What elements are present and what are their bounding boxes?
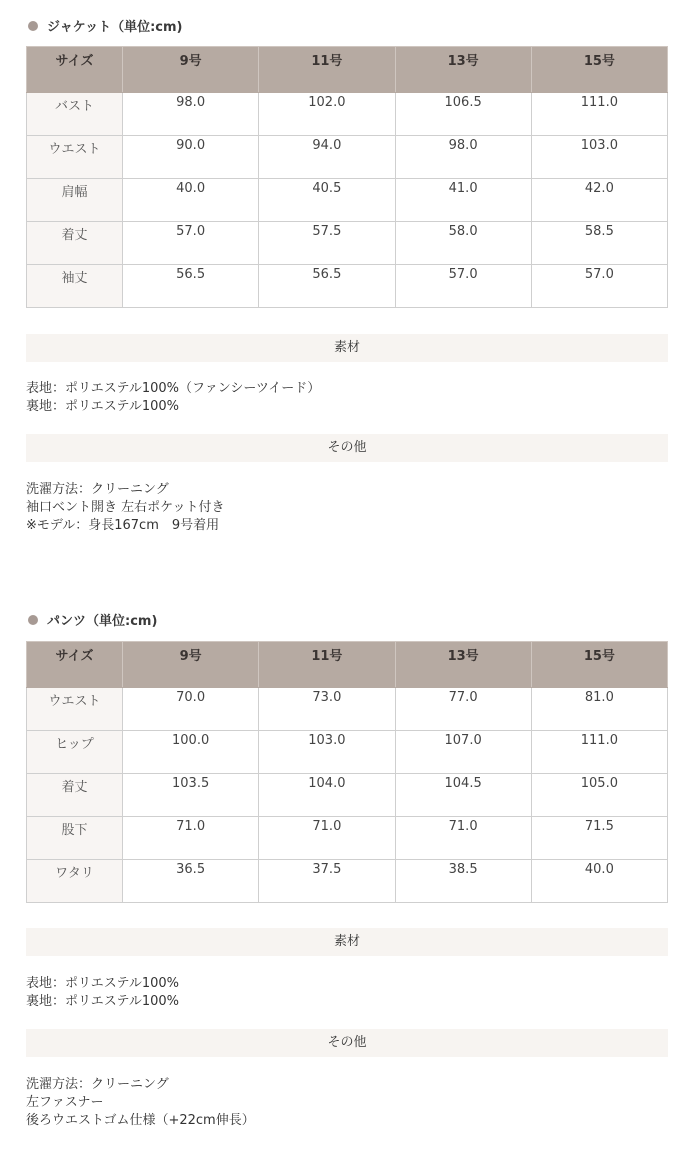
- table-header-cell: サイズ: [27, 47, 123, 93]
- table-cell: 40.0: [531, 860, 667, 903]
- table-header-cell: 11号: [259, 642, 395, 688]
- pants-section-title: [28, 610, 157, 629]
- table-cell: 40.5: [259, 179, 395, 222]
- table-cell: 106.5: [395, 93, 531, 136]
- table-cell: 57.5: [259, 222, 395, 265]
- table-cell: 71.0: [259, 817, 395, 860]
- row-label: ウエスト: [27, 688, 123, 731]
- table-cell: 100.0: [123, 731, 259, 774]
- other-line: ※モデル：身長167cm 9号着用: [26, 518, 220, 533]
- table-cell: 58.0: [395, 222, 531, 265]
- material-line: 裏地：ポリエステル100%: [26, 994, 179, 1009]
- table-row: [27, 860, 668, 903]
- table-cell: 105.0: [531, 774, 667, 817]
- table-cell: 94.0: [259, 136, 395, 179]
- jacket-title-text: ジャケット（単位:cm): [47, 20, 183, 35]
- table-cell: 37.5: [259, 860, 395, 903]
- table-cell: 90.0: [123, 136, 259, 179]
- jacket-other-text: [26, 481, 224, 535]
- table-header-cell: 15号: [531, 47, 667, 93]
- table-cell: 107.0: [395, 731, 531, 774]
- pants-size-table: [26, 641, 668, 903]
- row-label: 着丈: [27, 222, 123, 265]
- table-cell: 36.5: [123, 860, 259, 903]
- table-cell: 40.0: [123, 179, 259, 222]
- jacket-material-text: [26, 380, 320, 416]
- row-label: 股下: [27, 817, 123, 860]
- other-line: 洗濯方法：クリーニング: [26, 1077, 169, 1092]
- table-header-cell: サイズ: [27, 642, 123, 688]
- table-cell: 56.5: [259, 265, 395, 308]
- table-cell: 70.0: [123, 688, 259, 731]
- table-header-cell: 9号: [123, 47, 259, 93]
- table-row: [27, 688, 668, 731]
- jacket-size-table: [26, 46, 668, 308]
- other-line: 左ファスナー: [26, 1095, 104, 1110]
- table-cell: 104.0: [259, 774, 395, 817]
- table-row: [27, 817, 668, 860]
- table-cell: 71.0: [123, 817, 259, 860]
- table-cell: 102.0: [259, 93, 395, 136]
- pants-other-heading: その他: [26, 1029, 668, 1057]
- table-cell: 111.0: [531, 731, 667, 774]
- pants-material-heading: 素材: [26, 928, 668, 956]
- table-cell: 56.5: [123, 265, 259, 308]
- table-cell: 57.0: [531, 265, 667, 308]
- table-header-cell: 15号: [531, 642, 667, 688]
- table-header-cell: 9号: [123, 642, 259, 688]
- table-cell: 77.0: [395, 688, 531, 731]
- table-cell: 111.0: [531, 93, 667, 136]
- row-label: 袖丈: [27, 265, 123, 308]
- other-line: 袖口ベント開き 左右ポケット付き: [26, 500, 225, 515]
- other-line: 後ろウエストゴム仕様（+22cm伸長）: [26, 1113, 255, 1128]
- jacket-section-title: [28, 16, 182, 35]
- table-row: [27, 265, 668, 308]
- pants-other-text: [26, 1076, 255, 1130]
- row-label: ワタリ: [27, 860, 123, 903]
- material-line: 表地：ポリエステル100%（ファンシーツイード）: [26, 381, 321, 396]
- table-cell: 98.0: [123, 93, 259, 136]
- table-cell: 103.5: [123, 774, 259, 817]
- row-label: ウエスト: [27, 136, 123, 179]
- table-row: [27, 179, 668, 222]
- table-header-row: [27, 642, 668, 688]
- table-row: [27, 93, 668, 136]
- other-line: 洗濯方法：クリーニング: [26, 482, 169, 497]
- bullet-icon: [28, 615, 38, 625]
- pants-title-text: パンツ（単位:cm): [47, 614, 158, 629]
- table-cell: 81.0: [531, 688, 667, 731]
- row-label: 着丈: [27, 774, 123, 817]
- table-header-cell: 13号: [395, 642, 531, 688]
- table-row: [27, 774, 668, 817]
- table-cell: 58.5: [531, 222, 667, 265]
- table-cell: 41.0: [395, 179, 531, 222]
- material-line: 裏地：ポリエステル100%: [26, 399, 179, 414]
- material-line: 表地：ポリエステル100%: [26, 976, 179, 991]
- table-cell: 71.0: [395, 817, 531, 860]
- pants-material-text: [26, 975, 179, 1011]
- table-cell: 73.0: [259, 688, 395, 731]
- row-label: ヒップ: [27, 731, 123, 774]
- table-header-cell: 13号: [395, 47, 531, 93]
- table-cell: 103.0: [531, 136, 667, 179]
- table-cell: 42.0: [531, 179, 667, 222]
- table-cell: 98.0: [395, 136, 531, 179]
- table-row: [27, 222, 668, 265]
- row-label: バスト: [27, 93, 123, 136]
- table-header-row: [27, 47, 668, 93]
- table-cell: 71.5: [531, 817, 667, 860]
- table-cell: 57.0: [395, 265, 531, 308]
- table-header-cell: 11号: [259, 47, 395, 93]
- table-cell: 38.5: [395, 860, 531, 903]
- table-cell: 57.0: [123, 222, 259, 265]
- table-cell: 103.0: [259, 731, 395, 774]
- row-label: 肩幅: [27, 179, 123, 222]
- jacket-material-heading: 素材: [26, 334, 668, 362]
- table-row: [27, 731, 668, 774]
- table-cell: 104.5: [395, 774, 531, 817]
- table-row: [27, 136, 668, 179]
- jacket-other-heading: その他: [26, 434, 668, 462]
- bullet-icon: [28, 21, 38, 31]
